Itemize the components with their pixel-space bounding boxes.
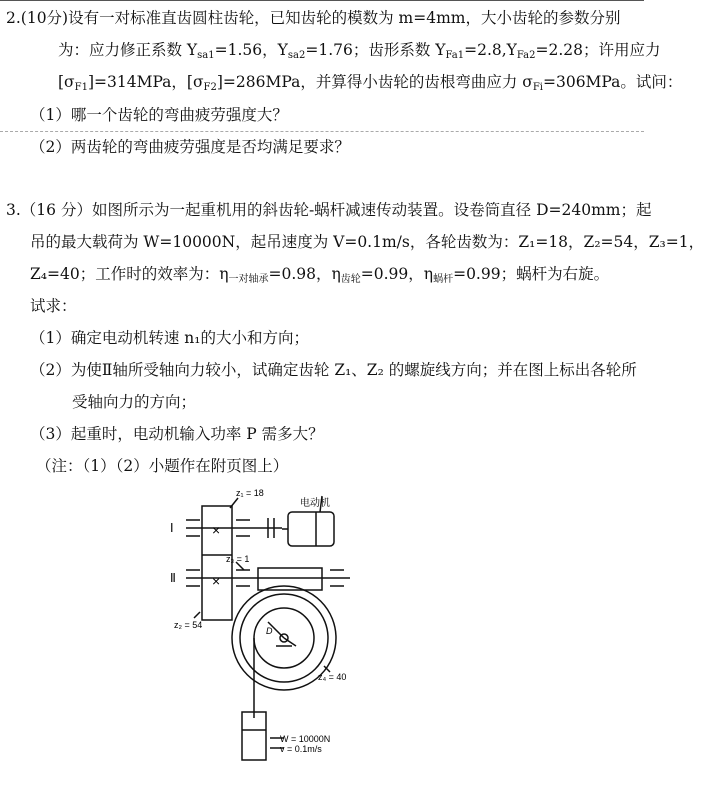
q2-line-3: $[\sigma_{F1}]=314MPa$，$[\sigma_{F2}]=286MPa$，并算得小齿轮的齿根弯曲应力 $\sigma_{Fi}=306MPa$。试问： [58, 73, 683, 93]
label-z4: z₄ = 40 [318, 672, 347, 682]
q3-ask: 试求： [30, 297, 77, 315]
load-block [242, 712, 266, 760]
q3-note: （注：（1）（2）小题作在附页图上） [36, 457, 289, 475]
q3-item-2a: （2）为使Ⅱ轴所受轴向力较小，试确定齿轮 Z₁、Z₂ 的螺旋线方向；并在图上标出各轮所 [30, 361, 637, 379]
label-shaft-1: Ⅰ [170, 521, 174, 535]
label-load: W = 10000N [280, 734, 331, 744]
label-diameter: D [266, 626, 273, 636]
q2-line-2: 为：应力修正系数 $Y_{sa1}=1.56$，$Y_{sa2}=1.76$；齿形系数 $Y_{Fa1}=2.8,Y_{Fa2}=2.28$；许用应力 [58, 41, 661, 61]
label-z2: z₂ = 54 [174, 620, 203, 630]
q3-line-1: 3.（16 分）如图所示为一起重机用的斜齿轮-蜗杆减速传动装置。设卷筒直径 D=240mm；起 [6, 201, 652, 219]
label-speed: v = 0.1m/s [280, 744, 322, 754]
q3-line-3: Z₄=40；工作时的效率为：$\eta_{一对轴承}=0.98$，$\eta_{齿轮}=0.99$，$\eta_{蜗杆}=0.99$；蜗杆为右旋。 [30, 265, 610, 285]
q3-line-2: 吊的最大载荷为 W=10000N，起吊速度为 V=0.1m/s，各轮齿数为：Z₁=18，Z₂=54，Z₃=1， [30, 233, 704, 251]
q2-line-1: 2.(10分)设有一对标准直齿圆柱齿轮，已知齿轮的模数为 m=4mm，大小齿轮的参数分别 [6, 9, 621, 27]
q2-item-1: （1）哪一个齿轮的弯曲疲劳强度大？ [30, 106, 288, 124]
label-shaft-2: Ⅱ [170, 571, 176, 585]
label-z3: z₃ = 1 [226, 554, 250, 564]
label-z1: z₁ = 18 [236, 488, 264, 498]
gear-z1-mark: × [212, 522, 221, 538]
motor-box [288, 512, 334, 546]
label-motor: 电动机 [300, 498, 330, 509]
q3-item-3: （3）起重时，电动机输入功率 P 需多大？ [30, 425, 324, 443]
gear-z2-mark: × [212, 573, 221, 589]
q3-item-2b: 受轴向力的方向； [72, 393, 197, 411]
q3-item-1: （1）确定电动机转速 n₁的大小和方向； [30, 329, 309, 347]
q2-item-2: （2）两齿轮的弯曲疲劳强度是否均满足要求？ [30, 138, 350, 156]
